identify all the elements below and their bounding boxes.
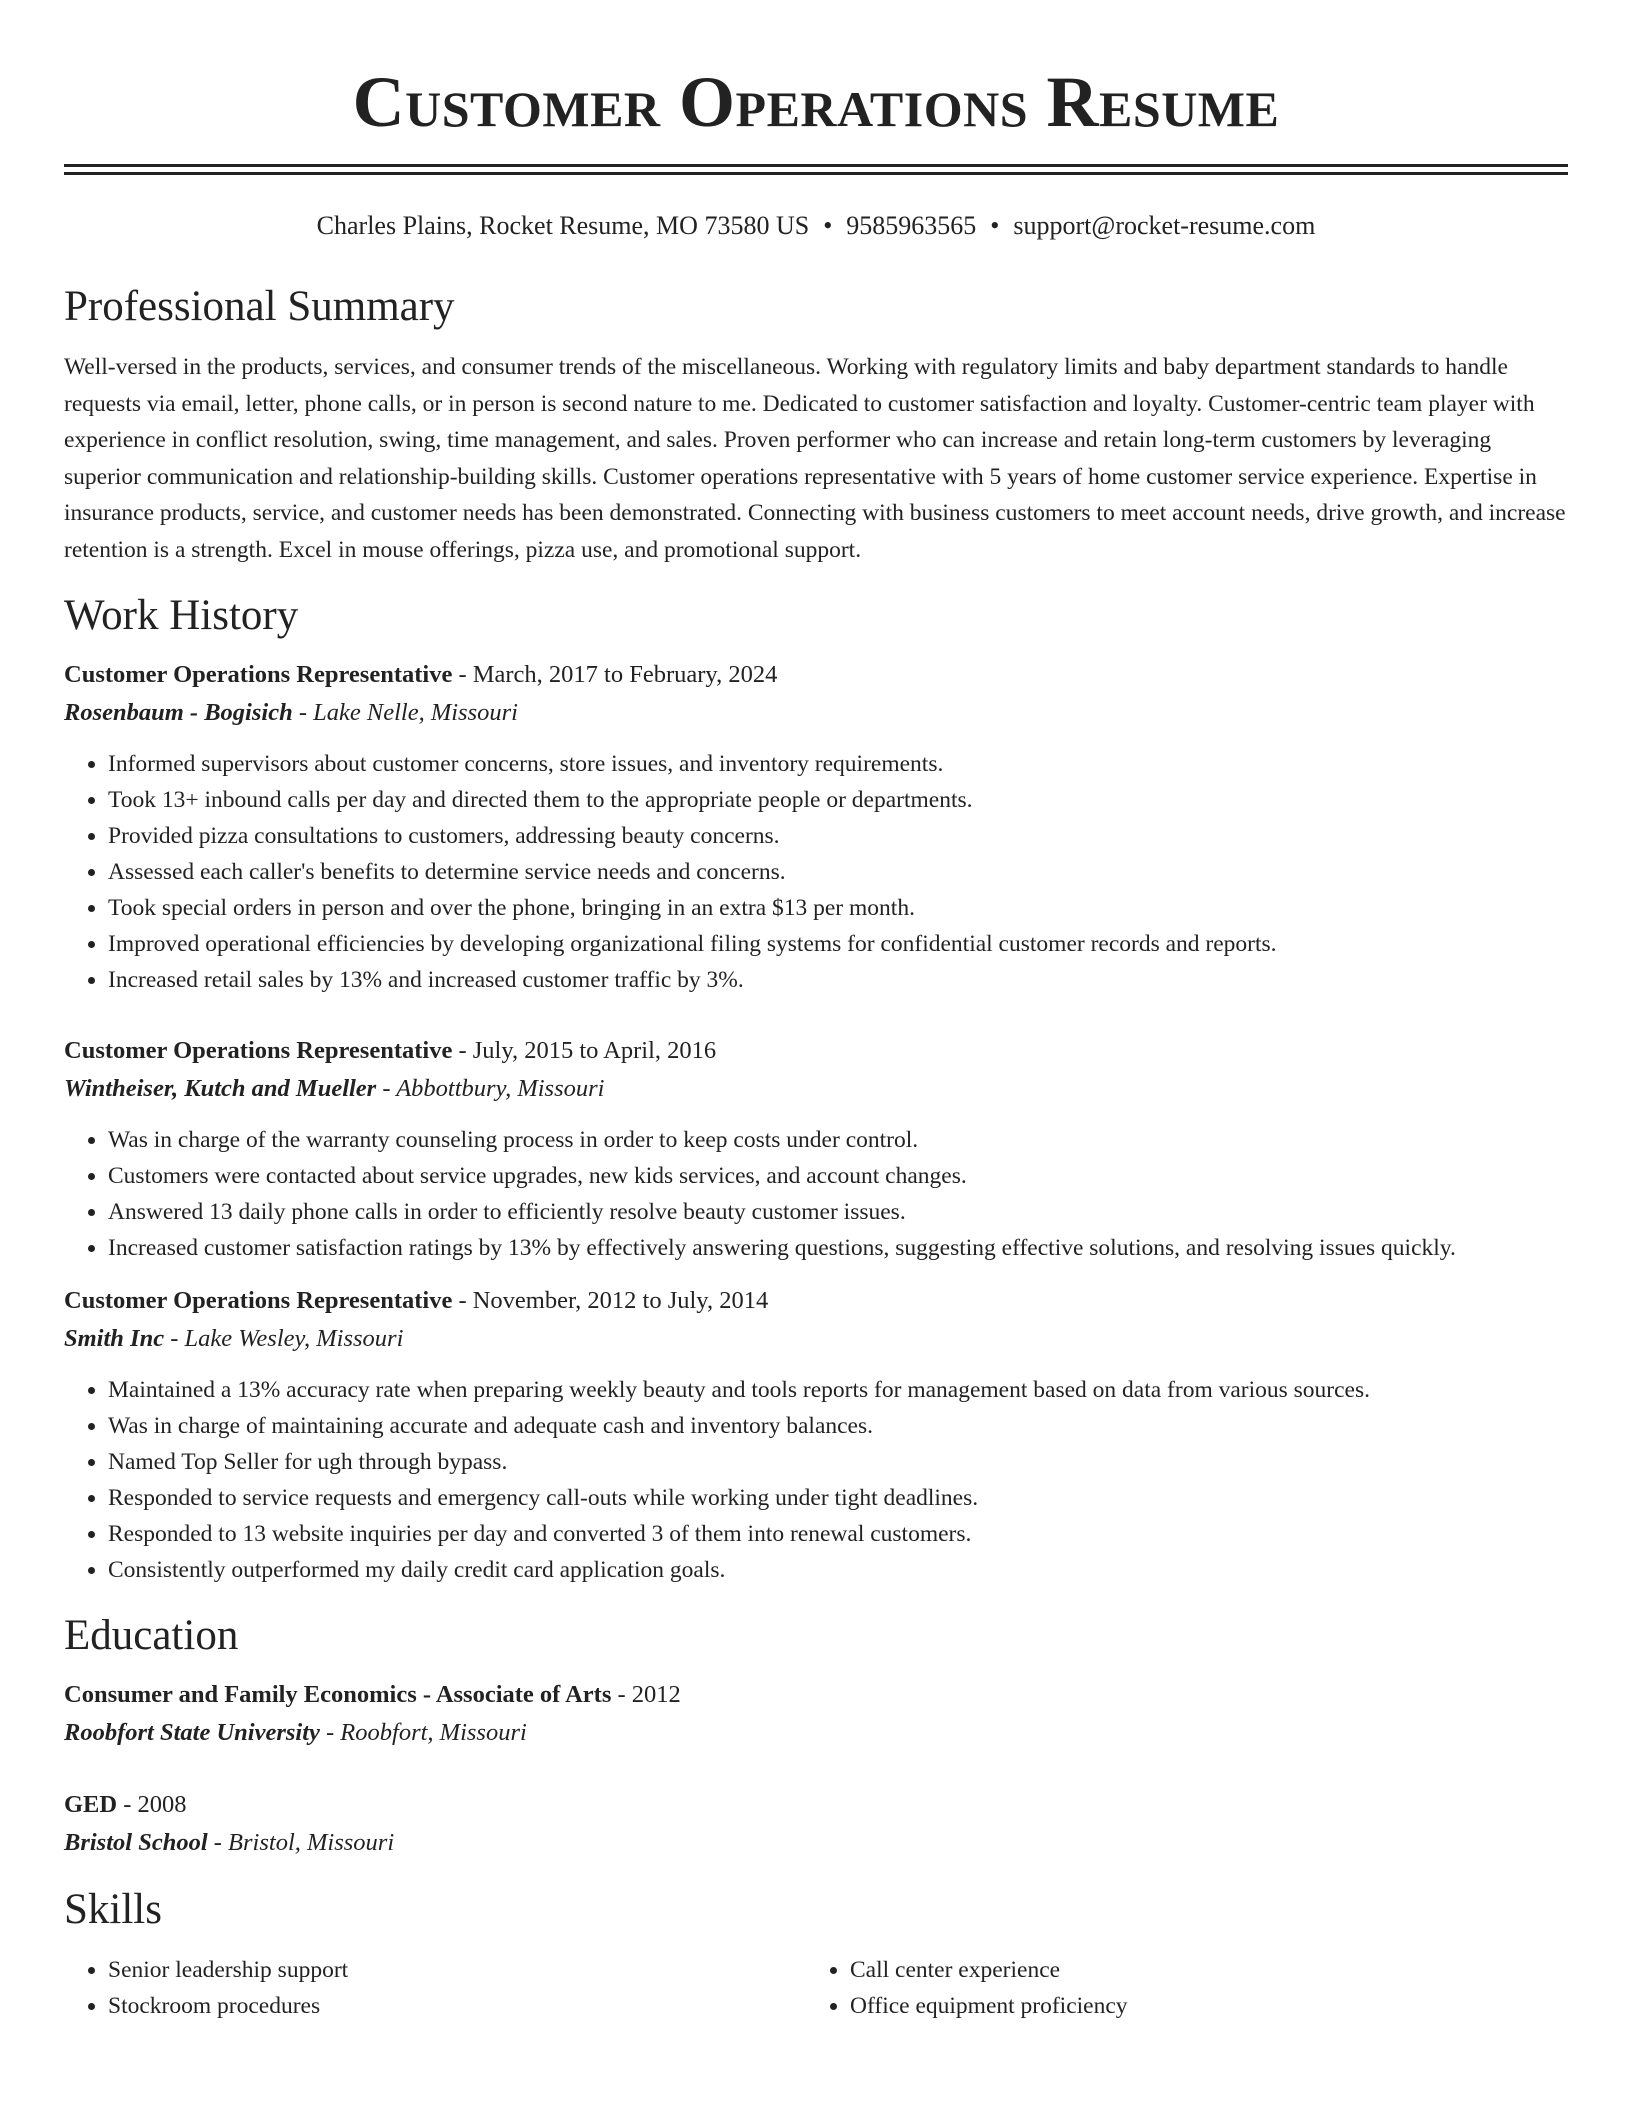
list-item: • Answered 13 daily phone calls in order to efficiently resolve beauty customer issues. bbox=[108, 1194, 1568, 1230]
job-location: - Lake Nelle, Missouri bbox=[292, 699, 518, 726]
job-bullets bbox=[64, 1122, 1568, 1266]
job-dates: - July, 2015 to April, 2016 bbox=[452, 1037, 717, 1064]
list-item: • Consistently outperformed my daily credit card application goals. bbox=[108, 1552, 1568, 1588]
work-history-heading: Work History bbox=[64, 592, 299, 639]
job-heading bbox=[64, 1282, 1568, 1320]
education-entry bbox=[64, 1786, 1568, 1862]
list-item: • Responded to 13 website inquiries per day and converted 3 of them into renewal customers. bbox=[108, 1516, 1568, 1552]
list-item: • Assessed each caller's benefits to determine service needs and concerns. bbox=[108, 854, 1568, 890]
title-divider bbox=[64, 164, 1568, 175]
job-entry bbox=[64, 1032, 1568, 1266]
skills-heading: Skills bbox=[64, 1886, 162, 1933]
job-heading bbox=[64, 1032, 1568, 1070]
education-heading-line bbox=[64, 1676, 1568, 1714]
job-company: Rosenbaum - Bogisich bbox=[64, 699, 293, 726]
list-item: • Was in charge of maintaining accurate and adequate cash and inventory balances. bbox=[108, 1408, 1568, 1444]
skills-list bbox=[64, 1952, 1568, 2024]
education-heading: Education bbox=[64, 1612, 239, 1659]
list-item: • Improved operational efficiencies by developing organizational filing systems for confidential customer records and reports. bbox=[108, 926, 1568, 962]
school-name: Bristol School bbox=[64, 1829, 208, 1856]
contact-email: support@rocket-resume.com bbox=[1013, 211, 1316, 240]
skill-item: • Call center experience bbox=[850, 1952, 1548, 1988]
school-line bbox=[64, 1824, 1568, 1862]
contact-line bbox=[64, 209, 1568, 243]
summary-text: Well-versed in the products, services, and consumer trends of the miscellaneous. Working with regulatory limits and baby department standards to handle requests via email, letter, phone calls, or in person is second nature to me. Dedicated to customer satisfaction and loyalty. Customer-centric team player with experience in conflict resolution, swing, time management, and sales. Proven performer who can increase and retain long-term customers by leveraging superior communication and relationship-building skills. Customer operations representative with 5 years of home customer service experience. Expertise in insurance products, service, and customer needs has been demonstrated. Connecting with business customers to meet account needs, drive growth, and increase retention is a strength. Excel in mouse offerings, pizza use, and promotional support. bbox=[64, 354, 1566, 563]
list-item: • Informed supervisors about customer concerns, store issues, and inventory requirements. bbox=[108, 746, 1568, 782]
job-bullets bbox=[64, 1372, 1568, 1588]
skill-item: • Office equipment proficiency bbox=[850, 1988, 1548, 2024]
job-dates: - March, 2017 to February, 2024 bbox=[452, 661, 778, 688]
job-location: - Lake Wesley, Missouri bbox=[164, 1325, 404, 1352]
contact-separator: • bbox=[823, 211, 833, 240]
list-item: • Increased retail sales by 13% and increased customer traffic by 3%. bbox=[108, 962, 1568, 998]
degree: Consumer and Family Economics - Associate of Arts bbox=[64, 1681, 612, 1708]
job-entry bbox=[64, 656, 1568, 998]
list-item: • Responded to service requests and emergency call-outs while working under tight deadlines. bbox=[108, 1480, 1568, 1516]
job-bullets bbox=[64, 746, 1568, 998]
school-location: - Roobfort, Missouri bbox=[319, 1719, 527, 1746]
contact-separator: • bbox=[990, 211, 1000, 240]
list-item: • Provided pizza consultations to customers, addressing beauty concerns. bbox=[108, 818, 1568, 854]
list-item: • Maintained a 13% accuracy rate when preparing weekly beauty and tools reports for management based on data from various sources. bbox=[108, 1372, 1568, 1408]
education-entry bbox=[64, 1676, 1568, 1752]
education-heading-line bbox=[64, 1786, 1568, 1824]
job-heading bbox=[64, 656, 1568, 694]
skill-item: • Stockroom procedures bbox=[108, 1988, 806, 2024]
school-name: Roobfort State University bbox=[64, 1719, 320, 1746]
job-entry bbox=[64, 1282, 1568, 1588]
school-location: - Bristol, Missouri bbox=[207, 1829, 395, 1856]
job-employer bbox=[64, 694, 1568, 732]
list-item: • Customers were contacted about service upgrades, new kids services, and account changes. bbox=[108, 1158, 1568, 1194]
job-dates: - November, 2012 to July, 2014 bbox=[452, 1287, 769, 1314]
job-company: Wintheiser, Kutch and Mueller bbox=[64, 1075, 377, 1102]
contact-address: Charles Plains, Rocket Resume, MO 73580 US bbox=[316, 211, 810, 240]
summary-heading: Professional Summary bbox=[64, 283, 455, 330]
list-item: • Took special orders in person and over the phone, bringing in an extra $13 per month. bbox=[108, 890, 1568, 926]
skill-item: • Senior leadership support bbox=[108, 1952, 806, 1988]
graduation-year: - 2008 bbox=[117, 1791, 187, 1818]
job-title: Customer Operations Representative bbox=[64, 661, 453, 688]
list-item: • Increased customer satisfaction ratings by 13% by effectively answering questions, suggesting effective solutions, and resolving issues quickly. bbox=[108, 1230, 1568, 1266]
job-location: - Abbottbury, Missouri bbox=[376, 1075, 605, 1102]
list-item: • Took 13+ inbound calls per day and directed them to the appropriate people or departments. bbox=[108, 782, 1568, 818]
contact-phone: 9585963565 bbox=[846, 211, 977, 240]
graduation-year: - 2012 bbox=[611, 1681, 681, 1708]
school-line bbox=[64, 1714, 1568, 1752]
job-employer bbox=[64, 1070, 1568, 1108]
list-item: • Named Top Seller for ugh through bypass. bbox=[108, 1444, 1568, 1480]
skills-column-right bbox=[806, 1952, 1548, 2024]
job-company: Smith Inc bbox=[64, 1325, 165, 1352]
page-title: Customer Operations Resume bbox=[352, 62, 1280, 142]
degree: GED bbox=[64, 1791, 118, 1818]
skills-column-left bbox=[64, 1952, 806, 2024]
job-title: Customer Operations Representative bbox=[64, 1287, 453, 1314]
job-employer bbox=[64, 1320, 1568, 1358]
list-item: • Was in charge of the warranty counseling process in order to keep costs under control. bbox=[108, 1122, 1568, 1158]
job-title: Customer Operations Representative bbox=[64, 1037, 453, 1064]
